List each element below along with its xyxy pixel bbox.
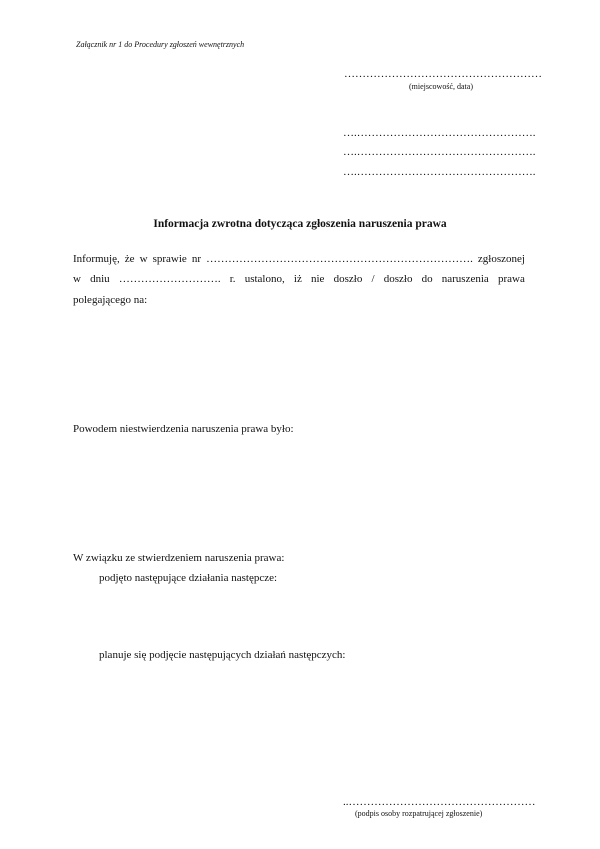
place-date-caption: (miejscowość, data) [409, 82, 473, 91]
intro-word: dniu [90, 273, 110, 285]
address-line-3: ….…………………………………………. [343, 166, 536, 178]
intro-word: prawa [497, 273, 525, 285]
intro-line-1 [73, 253, 525, 265]
intro-word: Informuję, [73, 253, 120, 265]
intro-word: / [371, 273, 375, 285]
intro-line-2 [73, 273, 525, 285]
intro-line-3: polegającego na: [73, 294, 148, 306]
intro-word: ustalono, [244, 273, 285, 285]
intro-word: nie [311, 273, 325, 285]
intro-word: zgłoszonej [477, 253, 525, 265]
address-line-1: ….…………………………………………. [343, 127, 536, 139]
intro-word: w [139, 253, 148, 265]
intro-word: sprawie [152, 253, 187, 265]
intro-word: iż [293, 273, 302, 285]
actions-planned-label: planuje się podjęcie następujących działań następczych: [99, 649, 346, 661]
date-dots: ………………………. [118, 273, 221, 285]
signature-dots: ..…………………………………………… [343, 796, 536, 808]
intro-word: doszło [383, 273, 413, 285]
reason-label: Powodem niestwierdzenia naruszenia prawa było: [73, 423, 294, 435]
signature-caption: (podpis osoby rozpatrującej zgłoszenie) [355, 809, 483, 818]
case-number-dots: ………………………………………………………………. [206, 253, 473, 265]
attachment-note: Załącznik nr 1 do Procedury zgłoszeń wewnętrznych [76, 40, 245, 49]
intro-word: doszło [333, 273, 363, 285]
intro-word: w [73, 273, 81, 285]
intro-word: r. [229, 273, 236, 285]
document-title: Informacja zwrotna dotycząca zgłoszenia naruszenia prawa [153, 218, 447, 230]
intro-word: naruszenia [441, 273, 489, 285]
confirmed-label: W związku ze stwierdzeniem naruszenia prawa: [73, 552, 285, 564]
actions-taken-label: podjęto następujące działania następcze: [99, 572, 278, 584]
intro-word: nr [191, 253, 202, 265]
intro-word: że [124, 253, 135, 265]
address-line-2: ….…………………………………………. [343, 146, 536, 158]
intro-word: do [421, 273, 433, 285]
place-date-dots: ……………………………………………… [344, 68, 542, 80]
